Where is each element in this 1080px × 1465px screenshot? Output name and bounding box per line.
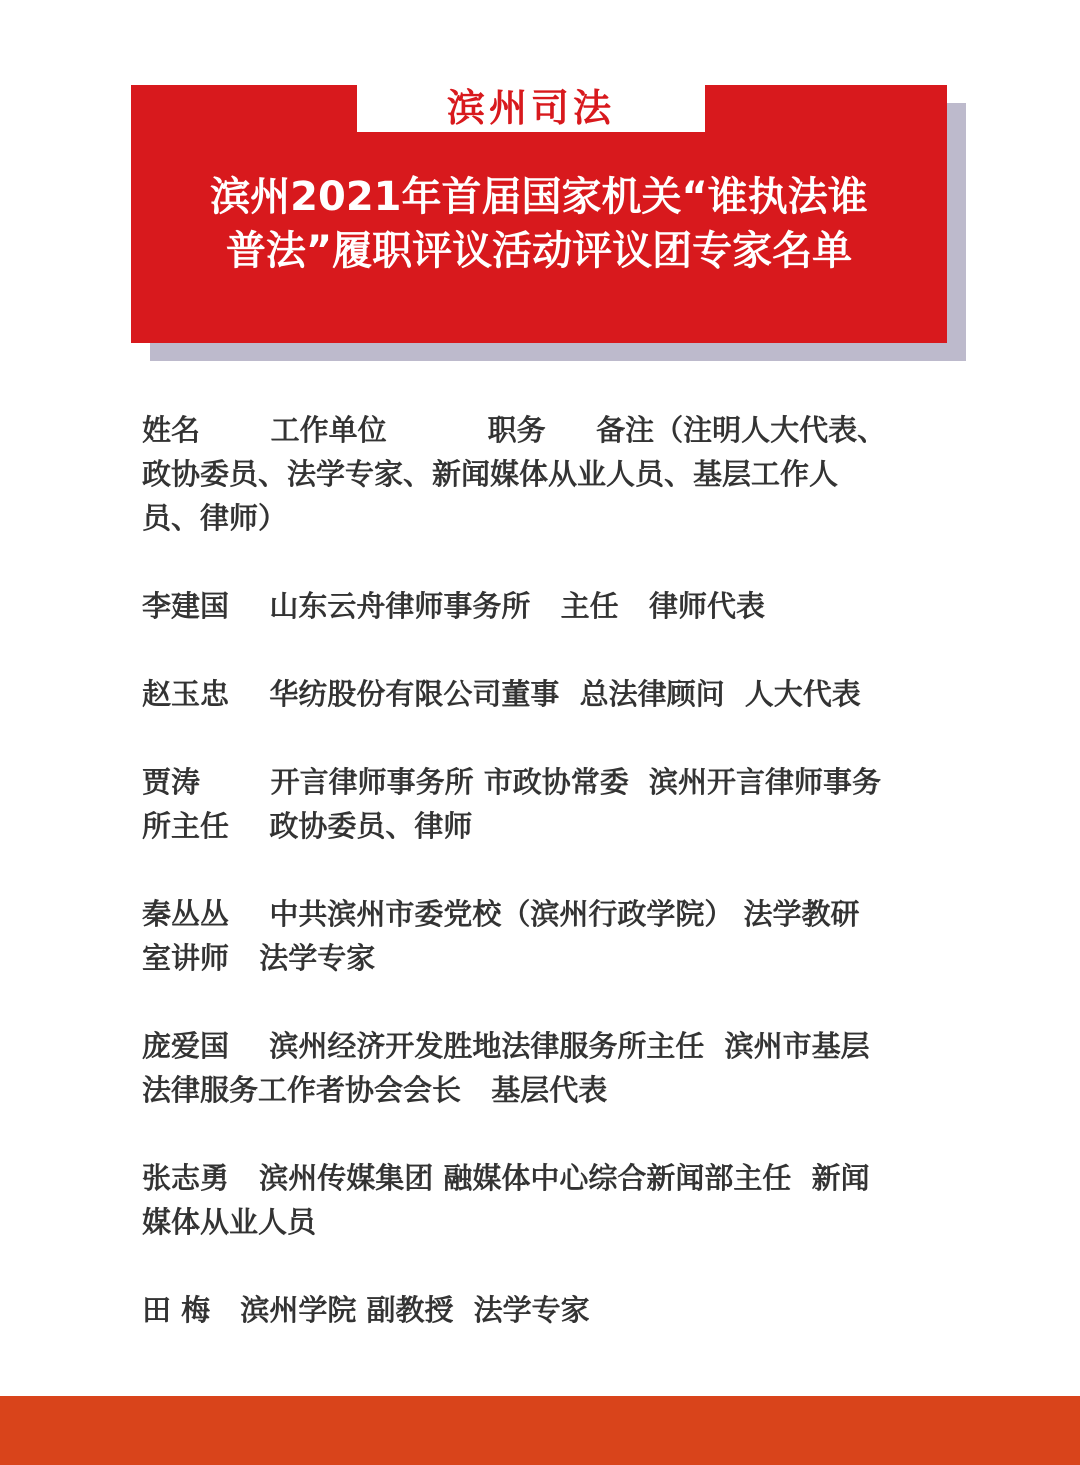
list-item-line: 秦丛丛 中共滨州市委党校（滨州行政学院） 法学教研 — [142, 897, 860, 931]
list-item — [142, 1024, 982, 1112]
list-item — [142, 584, 982, 628]
list-item — [142, 672, 982, 716]
list-item — [142, 892, 982, 980]
list-header-line: 员、律师） — [142, 501, 288, 535]
list-header — [142, 408, 982, 540]
list-item-line: 所主任 政协委员、律师 — [142, 809, 473, 843]
list-item-line: 李建国 山东云舟律师事务所 主任 律师代表 — [142, 589, 765, 623]
list-item — [142, 1288, 982, 1332]
list-item-line: 媒体从业人员 — [142, 1205, 317, 1239]
list-item-line: 法律服务工作者协会会长 基层代表 — [142, 1073, 608, 1107]
brand-label: 滨州司法 — [357, 85, 705, 132]
page-title-line: 滨州2021年首届国家机关“谁执法谁 — [210, 174, 868, 220]
list-item-line: 田 梅 滨州学院 副教授 法学专家 — [142, 1293, 590, 1327]
page-title — [131, 170, 947, 278]
expert-list — [142, 408, 982, 1376]
list-item — [142, 1156, 982, 1244]
page-title-line: 普法”履职评议活动评议团专家名单 — [225, 228, 853, 274]
list-header-line: 姓名 工作单位 职务 备注（注明人大代表、 — [142, 413, 887, 447]
footer-bar — [0, 1396, 1080, 1465]
list-item — [142, 760, 982, 848]
list-item-line: 室讲师 法学专家 — [142, 941, 376, 975]
list-header-line: 政协委员、法学专家、新闻媒体从业人员、基层工作人 — [142, 457, 839, 491]
list-item-line: 张志勇 滨州传媒集团 融媒体中心综合新闻部主任 新闻 — [142, 1161, 870, 1195]
list-item-line: 贾涛 开言律师事务所 市政协常委 滨州开言律师事务 — [142, 765, 881, 799]
list-item-line: 庞爱国 滨州经济开发胜地法律服务所主任 滨州市基层 — [142, 1029, 870, 1063]
list-item-line: 赵玉忠 华纺股份有限公司董事 总法律顾问 人大代表 — [142, 677, 861, 711]
